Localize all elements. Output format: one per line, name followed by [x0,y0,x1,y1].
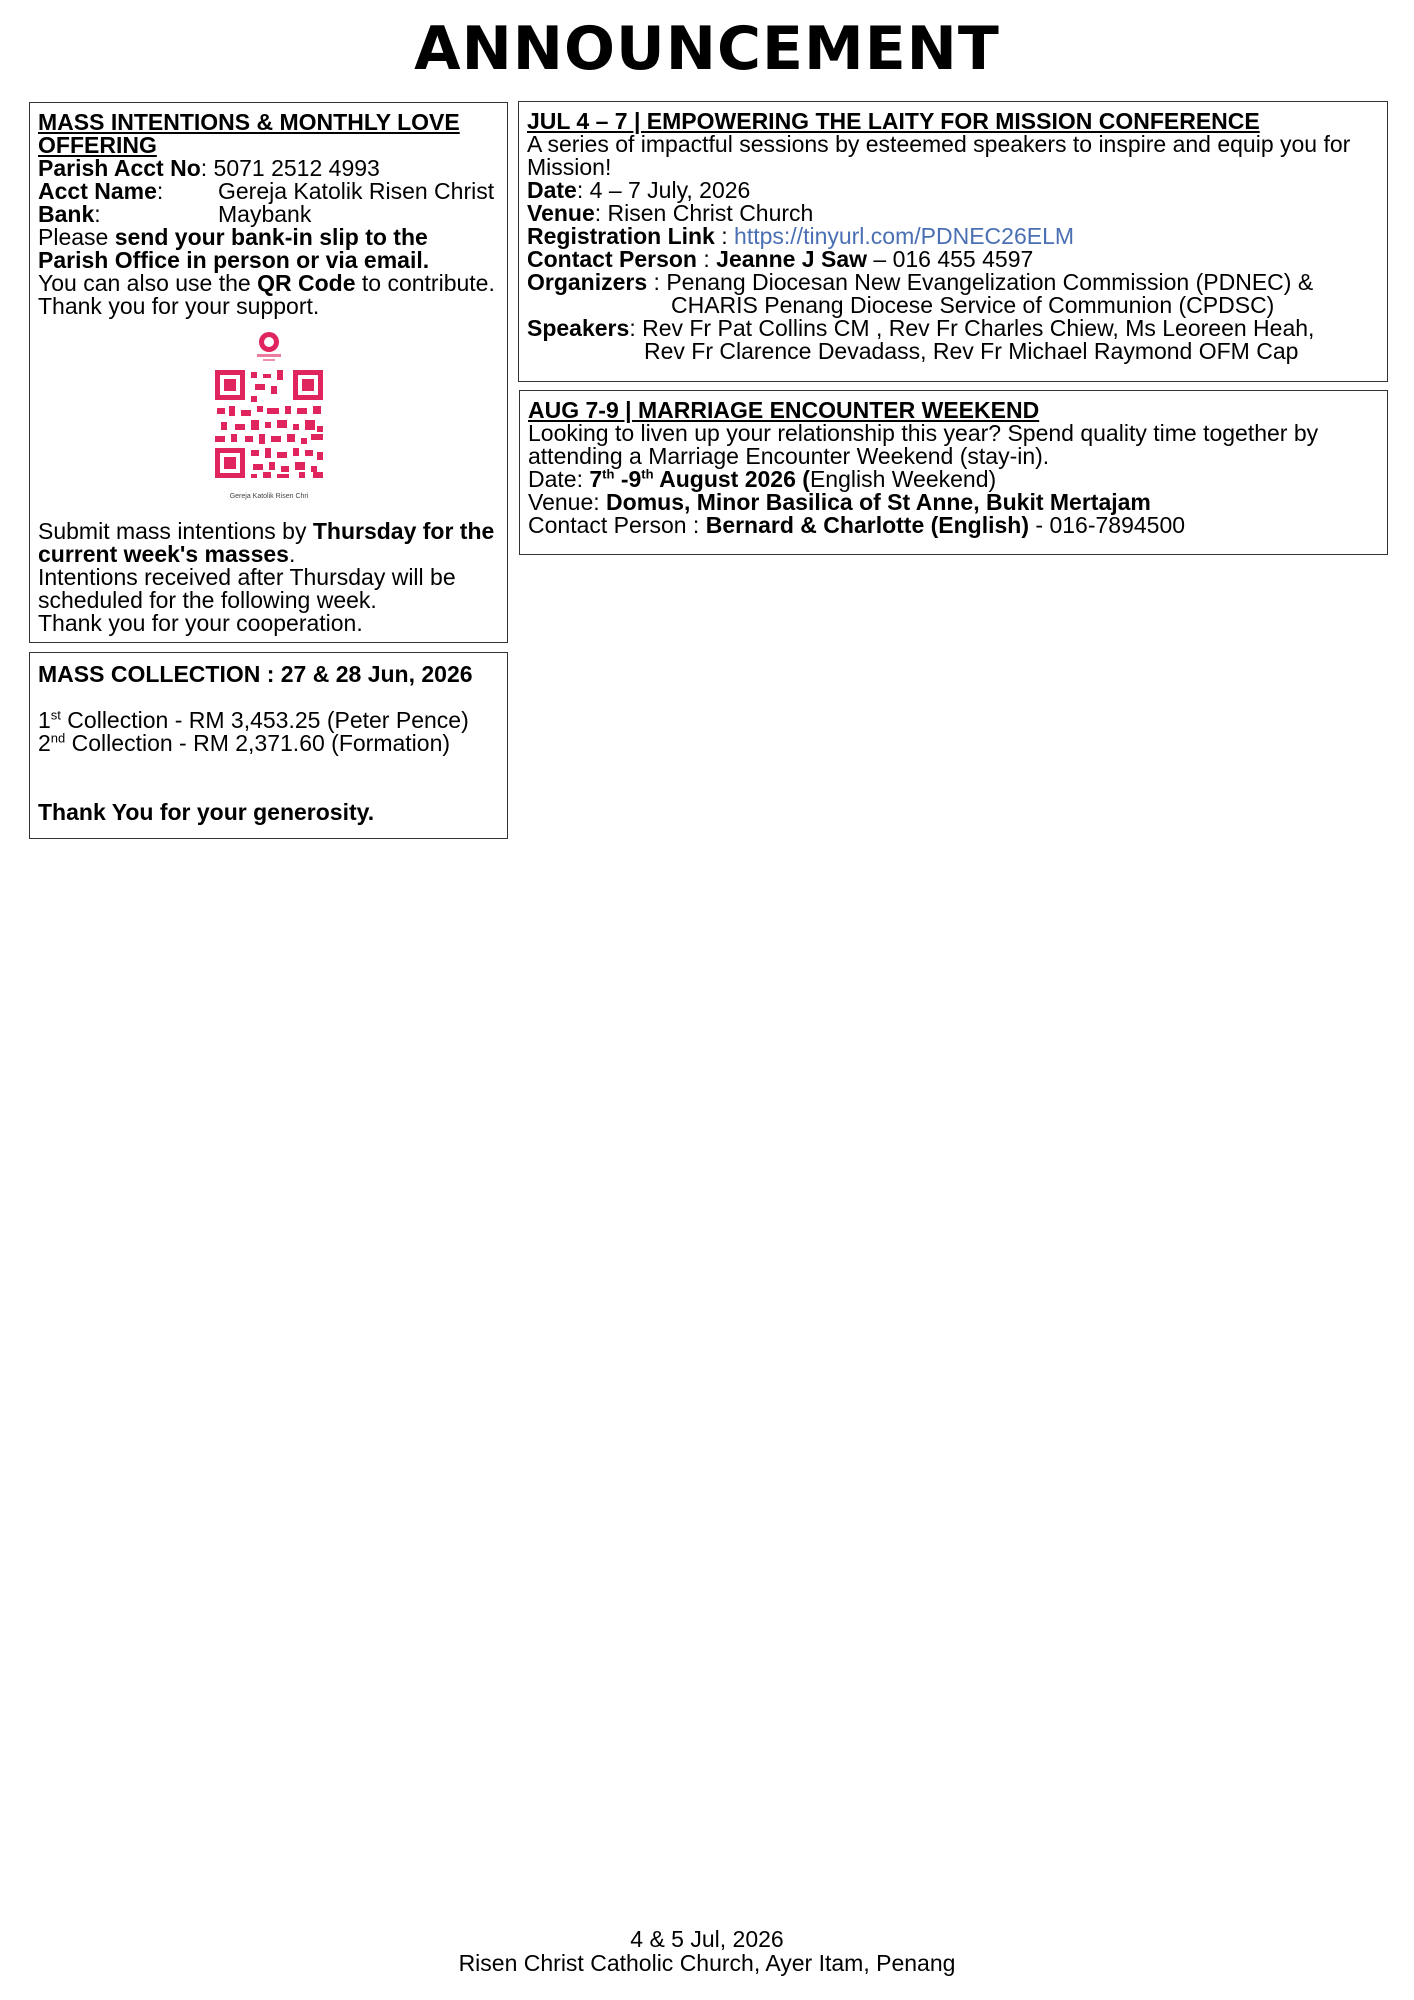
qr-caption: Gereja Katolik Risen Chri [229,493,308,500]
qr-code-icon [215,370,323,478]
page-footer [0,1927,1414,1975]
page-title: ANNOUNCEMENT [414,14,1000,84]
conference-heading: JUL 4 – 7 | EMPOWERING THE LAITY FOR MISSION CONFERENCE [527,108,1260,134]
bank-value: Maybank [218,201,312,227]
marriage-heading: AUG 7-9 | MARRIAGE ENCOUNTER WEEKEND [528,397,1040,423]
acct-name-colon: : [156,178,164,204]
conference-registration: Registration Link : https://tinyurl.com/PDNEC26ELM [527,223,1075,249]
acct-no-label: Parish Acct No [38,155,201,181]
acct-name-value: Gereja Katolik Risen Christ [218,178,495,204]
conference-contact: Contact Person : Jeanne J Saw – 016 455 4597 [527,246,1034,272]
conference-box [518,101,1388,382]
qr-code-block [38,330,499,506]
mass-collection-box [29,652,508,839]
marriage-date: Date: 7th -9th August 2026 (English Weekend) [528,466,997,492]
conference-speakers-cont: Rev Fr Clarence Devadass, Rev Fr Michael Raymond OFM Cap [644,338,1299,364]
footer-church: Risen Christ Catholic Church, Ayer Itam, Penang [458,1950,956,1976]
acct-name-label: Acct Name [38,178,157,204]
footer-date: 4 & 5 Jul, 2026 [630,1926,784,1952]
conference-description: A series of impactful sessions by esteemed speakers to inspire and equip you for Mission! [527,131,1351,180]
marriage-venue: Venue: Domus, Minor Basilica of St Anne, Bukit Mertajam [528,489,1151,515]
mass-intentions-box [29,102,508,643]
qr-instruction [38,272,499,318]
acct-no-row [38,157,499,180]
bank-colon: : [94,201,101,227]
acct-name-row [38,180,499,203]
conference-speakers: Speakers: Rev Fr Pat Collins CM , Rev Fr Charles Chiew, Ms Leoreen Heah, [527,315,1315,341]
registration-link[interactable]: https://tinyurl.com/PDNEC26ELM [734,223,1075,249]
submit-text-c: . [288,541,296,567]
conference-organizers-cont: CHARIS Penang Diocese Service of Communion (CPDSC) [671,292,1275,318]
submit-text-a: Submit mass intentions by [38,518,313,544]
cooperation-text: Thank you for your cooperation. [38,610,363,636]
marriage-encounter-box [519,390,1388,555]
qr-text-a: You can also use the [38,270,258,296]
bank-in-emphasis: send your bank-in slip to the Parish Office in person or via email. [38,224,430,273]
marriage-contact: Contact Person : Bernard & Charlotte (English) - 016-7894500 [528,512,1186,538]
conference-date: Date: 4 – 7 July, 2026 [527,177,751,203]
acct-no-value: : 5071 2512 4993 [200,155,380,181]
bank-in-text: Please [38,224,115,250]
conference-venue: Venue: Risen Christ Church [527,200,814,226]
qr-text-b: QR Code [257,270,356,296]
qr-text-c: to contribute. Thank you for your support. [38,270,495,319]
conference-organizers: Organizers : Penang Diocesan New Evangelization Commission (PDNEC) & [527,269,1314,295]
bank-row [38,203,499,226]
mass-intentions-heading: MASS INTENTIONS & MONTHLY LOVE OFFERING [38,109,460,158]
collection-2: 2nd Collection - RM 2,371.60 (Formation) [38,730,451,756]
submit-text-b: Thursday for the current week's masses [38,518,495,567]
bank-label: Bank [38,201,95,227]
bank-in-instruction [38,226,499,272]
collection-thanks: Thank You for your generosity. [38,799,375,825]
marriage-description: Looking to liven up your relationship this year? Spend quality time together by attending a Marriage Encounter Weekend (stay-in). [528,420,1319,469]
qr-code-image [209,330,329,506]
late-intentions-text: Intentions received after Thursday will be scheduled for the following week. [38,564,456,613]
mass-collection-heading: MASS COLLECTION : 27 & 28 Jun, 2026 [38,661,473,687]
collection-1: 1st Collection - RM 3,453.25 (Peter Pence) [38,707,469,733]
submit-intentions-text [38,520,499,566]
